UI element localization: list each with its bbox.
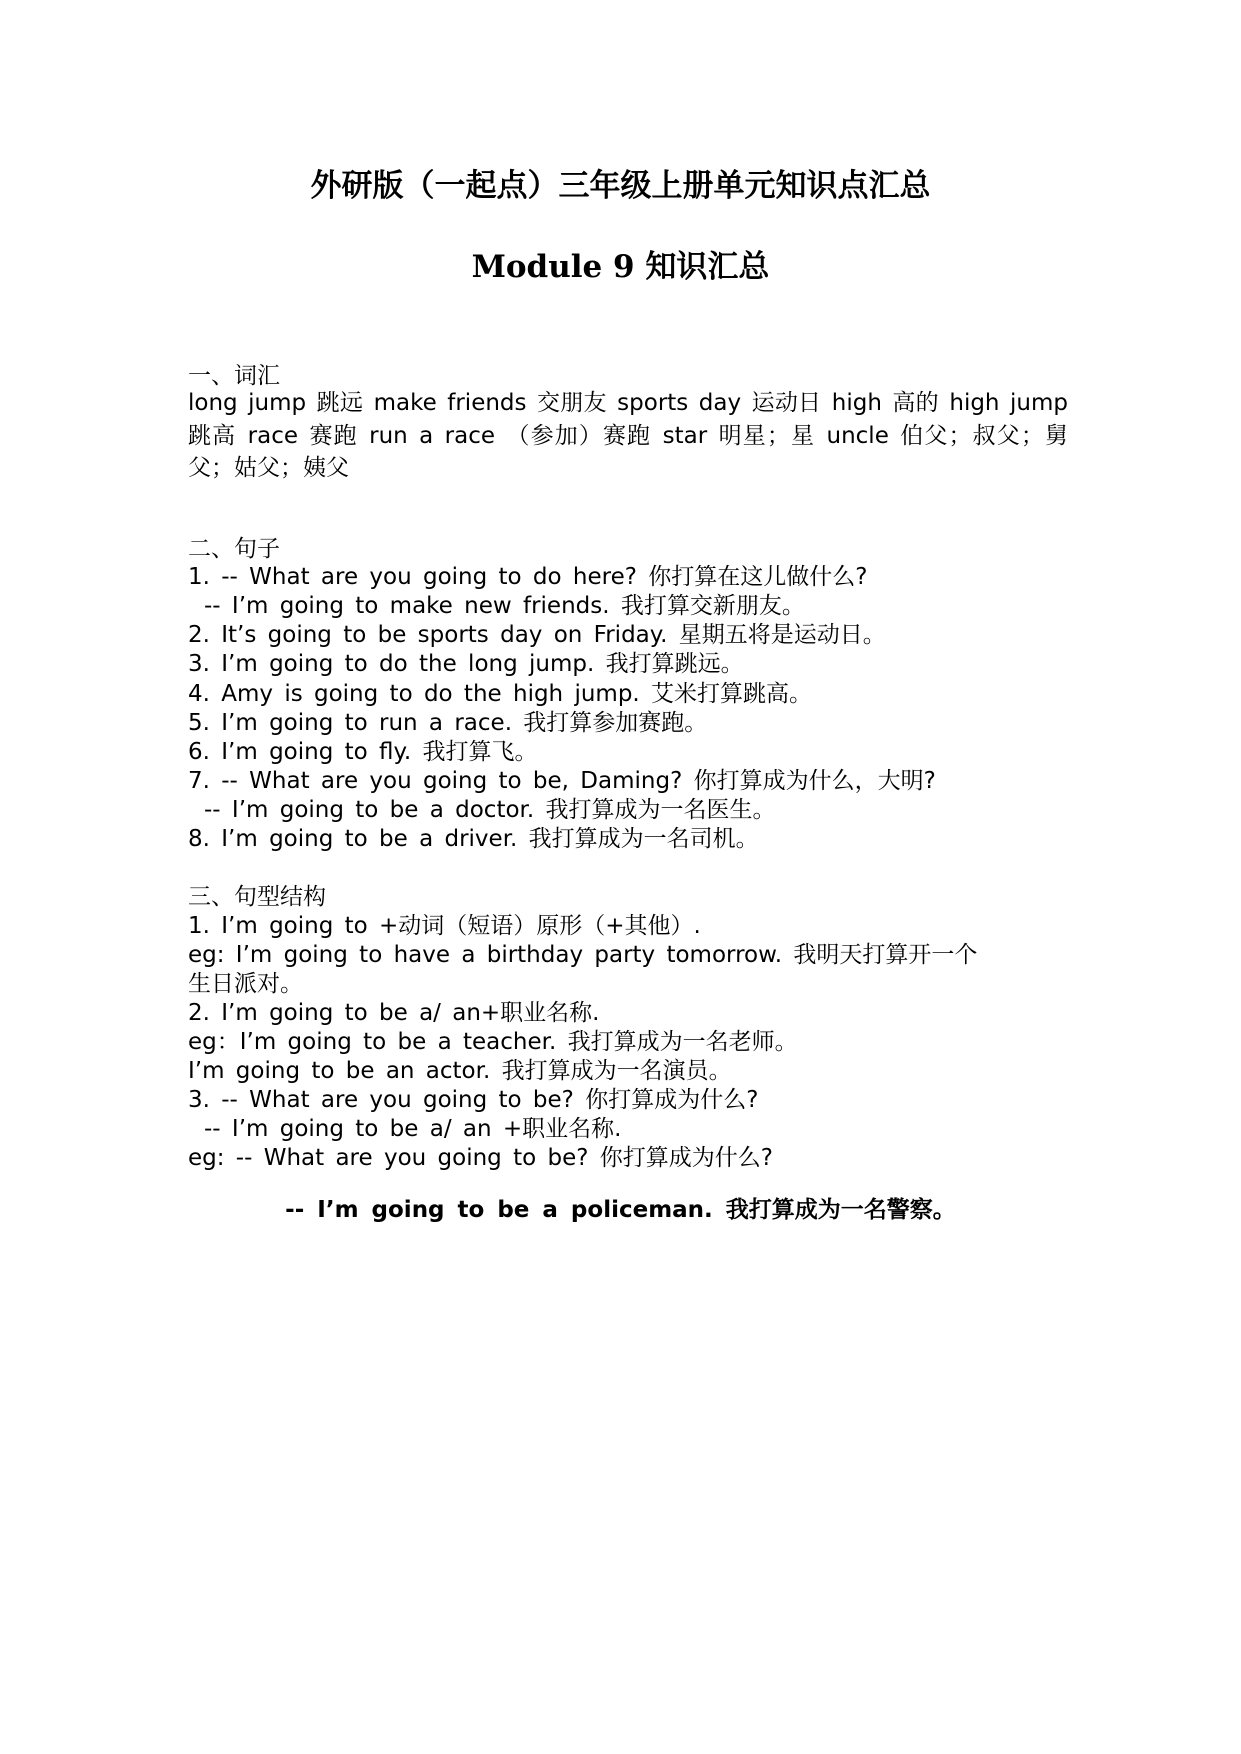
structure-line: 3. -- What are you going to be? 你打算成为什么? — [188, 1087, 759, 1113]
sentence-line: -- I’m going to be a doctor. 我打算成为一名医生。 — [204, 797, 776, 823]
sentence-line: 2. It’s going to be sports day on Friday. 星期五将是运动日。 — [188, 622, 886, 648]
vocab-heading: 一、词汇 — [188, 363, 280, 389]
structure-line: 1. I’m going to +动词（短语）原形（+其他）. — [188, 913, 701, 939]
sentence-line: 7. -- What are you going to be, Daming? 你打算成为什么，大明? — [188, 768, 936, 794]
sentence-line: 8. I’m going to be a driver. 我打算成为一名司机。 — [188, 826, 759, 852]
structures-heading: 三、句型结构 — [188, 884, 326, 910]
vocab-text: long jump 跳远 make friends 交朋友 sports day 运动日 high 高的 high jump 跳高 race 赛跑 run a race （参加）赛跑 star 明星；星 uncle 伯父；叔父；舅父；姑父；姨父 — [188, 390, 1068, 481]
structure-line: 生日派对。 — [188, 971, 303, 997]
structure-line: -- I’m going to be a/ an +职业名称. — [204, 1116, 622, 1142]
sentence-line: 3. I’m going to do the long jump. 我打算跳远。 — [188, 651, 744, 677]
structure-line: eg：I’m going to be a teacher. 我打算成为一名老师。 — [188, 1029, 798, 1055]
final-example-line: -- I’m going to be a policeman. 我打算成为一名警察。 — [285, 1197, 956, 1223]
sentence-line: 1. -- What are you going to do here? 你打算在这儿做什么? — [188, 564, 868, 590]
sentence-line: 6. I’m going to fly. 我打算飞。 — [188, 739, 538, 765]
structure-line: I’m going to be an actor. 我打算成为一名演员。 — [188, 1058, 732, 1084]
sentence-line: 5. I’m going to run a race. 我打算参加赛跑。 — [188, 710, 708, 736]
sentences-heading: 二、句子 — [188, 536, 280, 562]
module-subtitle: Module 9 知识汇总 — [471, 249, 770, 285]
sentence-line: -- I’m going to make new friends. 我打算交新朋友。 — [204, 593, 805, 619]
structure-line: eg: I’m going to have a birthday party tomorrow. 我明天打算开一个 — [188, 942, 978, 968]
structure-line: 2. I’m going to be a/ an+职业名称. — [188, 1000, 600, 1026]
page-title: 外研版（一起点）三年级上册单元知识点汇总 — [310, 168, 931, 204]
structure-line: eg: -- What are you going to be? 你打算成为什么? — [188, 1145, 773, 1171]
sentence-line: 4. Amy is going to do the high jump. 艾米打算跳高。 — [188, 681, 813, 707]
